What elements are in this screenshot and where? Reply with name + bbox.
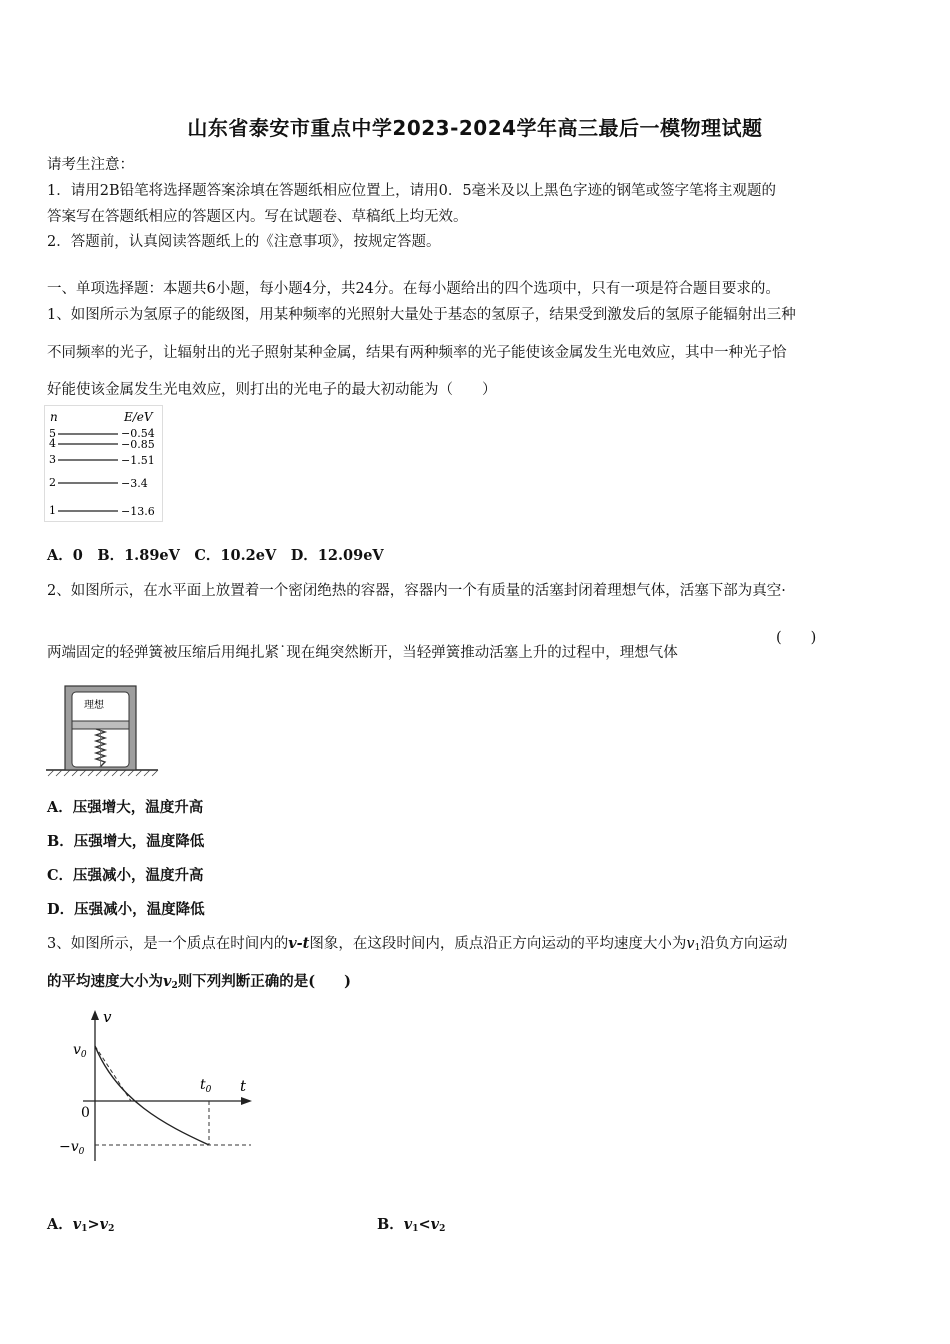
level-n: 2 xyxy=(49,476,56,489)
v0-label: $v_0$ xyxy=(73,1042,87,1060)
q2-option-b: B．压强增大，温度降低 xyxy=(47,833,205,850)
notice-item: 答案写在答题纸相应的答题区内。写在试题卷、草稿纸上均无效。 xyxy=(47,209,468,225)
energy-level-diagram xyxy=(44,405,164,523)
piston xyxy=(72,721,129,729)
q3-option-b: B．$v_1<v_2$ xyxy=(377,1216,446,1234)
level-n: 5 xyxy=(49,427,56,440)
notice-item: 2．答题前，认真阅读答题纸上的《注意事项》，按规定答题。 xyxy=(47,234,441,250)
v-axis-arrow xyxy=(91,1010,99,1020)
neg-v0-label: $-v_0$ xyxy=(59,1139,85,1157)
q1-text: 不同频率的光子，让辐射出的光子照射某种金属，结果有两种频率的光子能使该金属发生光电效应，其中一种光子恰 xyxy=(47,345,787,361)
q3-text-line2: 的平均速度大小为$v_2$则下列判断正确的是( ) xyxy=(47,973,351,991)
level-e: −0.54 xyxy=(121,427,155,440)
level-e: −13.6 xyxy=(121,505,155,518)
q1-text: 好能使该金属发生光电效应，则打出的光电子的最大初动能为（ ） xyxy=(47,382,497,398)
t-axis-label: t xyxy=(240,1077,247,1095)
page-title: 山东省泰安市重点中学2023-2024学年高三最后一模物理试题 xyxy=(187,116,763,140)
level-n: 4 xyxy=(49,437,56,450)
vt-graph xyxy=(55,1005,265,1165)
level-n: 1 xyxy=(49,504,56,517)
t-axis-arrow xyxy=(241,1097,252,1105)
q3-text-line1: 3、如图所示，是一个质点在时间内的v-t图象，在这段时间内，质点沿正方向运动的平均速度大小为$v_1$沿负方向运动 xyxy=(47,935,788,953)
notice-item: 1．请用2B铅笔将选择题答案涂填在答题纸相应位置上，请用0．5毫米及以上黑色字迹的钢笔或签字笔将主观题的 xyxy=(47,183,777,199)
q3-option-a: A．$v_1>v_2$ xyxy=(47,1216,115,1234)
q2-option-a: A．压强增大，温度升高 xyxy=(47,799,204,816)
container-diagram xyxy=(44,683,162,779)
section-heading: 一、单项选择题：本题共6小题，每小题4分，共24分。在每小题给出的四个选项中，只有一项是符合题目要求的。 xyxy=(47,281,780,297)
notice-heading: 请考生注意： xyxy=(47,157,134,173)
level-e: −3.4 xyxy=(121,477,148,490)
e-axis-label: E/eV xyxy=(124,410,153,424)
q1-options: A．0 B．1.89eV C．10.2eV D．12.09eV xyxy=(47,547,384,564)
t0-label: $t_0$ xyxy=(200,1077,212,1095)
level-e: −1.51 xyxy=(121,454,155,467)
q1-text: 1、如图所示为氢原子的能级图，用某种频率的光照射大量处于基态的氢原子，结果受到激发后的氢原子能辐射出三种 xyxy=(47,307,796,323)
q2-text: 两端固定的轻弹簧被压缩后用绳扎紧˙现在绳突然断开，当轻弹簧推动活塞上升的过程中，理想气体 xyxy=(47,645,678,661)
level-e: −0.85 xyxy=(121,438,155,451)
v-axis-label: v xyxy=(103,1008,112,1026)
q2-bracket: ( ) xyxy=(776,630,817,646)
n-axis-label: n xyxy=(50,410,58,424)
q2-text: 2、如图所示，在水平面上放置着一个密闭绝热的容器，容器内一个有质量的活塞封闭着理想气体，活塞下部为真空· xyxy=(47,583,786,599)
q2-option-d: D．压强减小，温度降低 xyxy=(47,901,205,918)
level-n: 3 xyxy=(49,453,56,466)
origin-label: 0 xyxy=(81,1105,90,1121)
gas-label: 理想 xyxy=(84,700,104,711)
q2-option-c: C．压强减小，温度升高 xyxy=(47,867,204,884)
velocity-curve xyxy=(95,1046,209,1145)
